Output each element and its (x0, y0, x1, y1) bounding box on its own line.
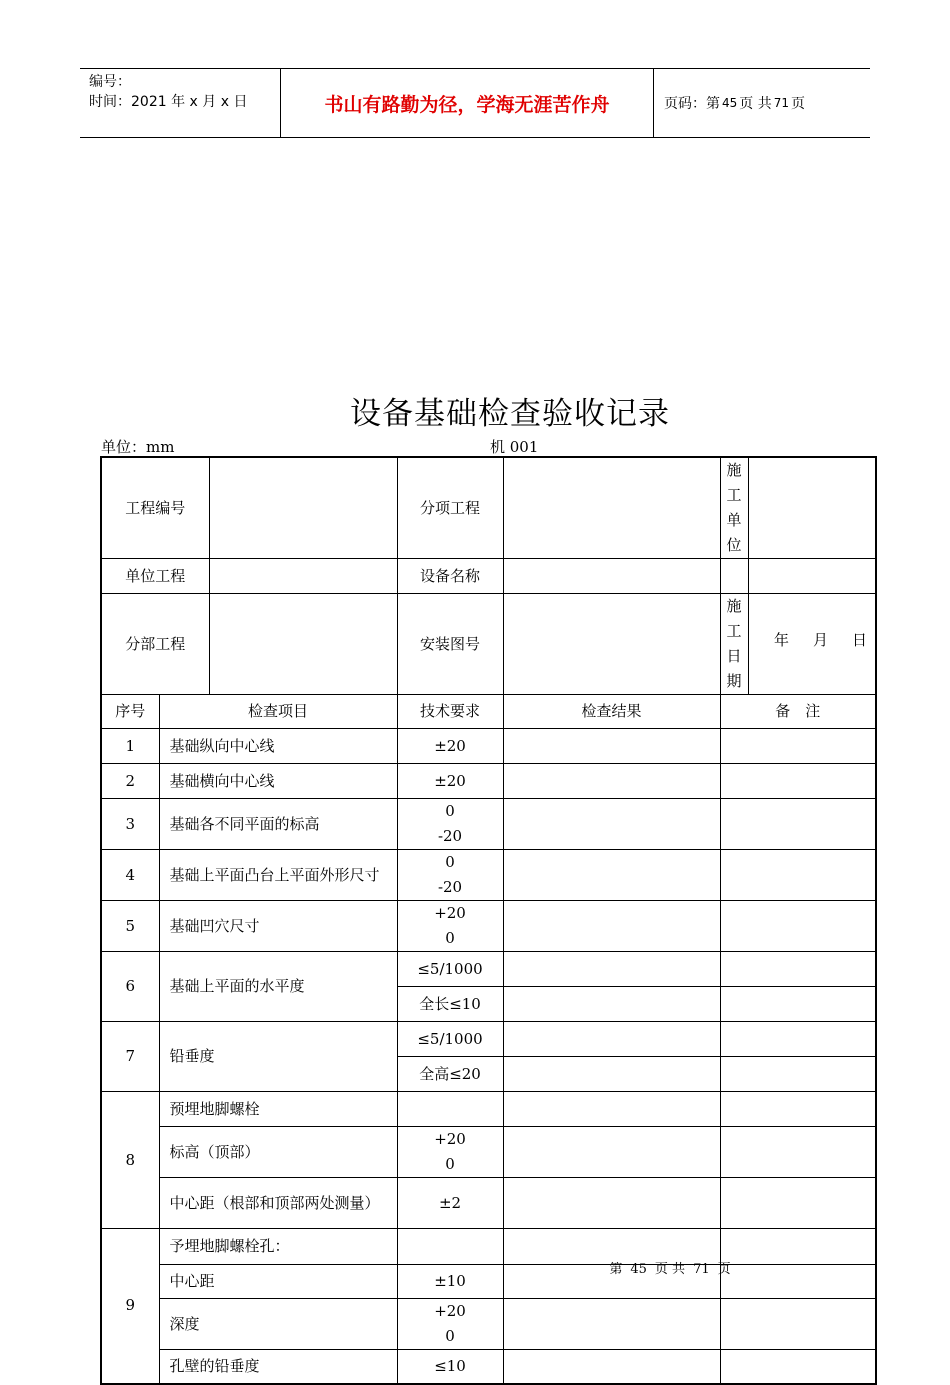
row-no: 2 (101, 764, 159, 799)
page-suffix: 页 (791, 96, 806, 112)
row-requirement (397, 901, 503, 952)
document-number-label: 编号： (89, 74, 131, 90)
col-requirement: 技术要求 (397, 695, 503, 729)
row-result[interactable] (503, 1299, 720, 1350)
row-no: 4 (101, 850, 159, 901)
row-item: 铅垂度 (159, 1022, 397, 1092)
date-day: 日 (852, 631, 868, 649)
row-no: 5 (101, 901, 159, 952)
document-title: 设备基础检查验收记录 (350, 396, 670, 432)
col-result: 检查结果 (503, 695, 720, 729)
col-item: 检查项目 (159, 695, 397, 729)
requirement-line: 0 (445, 929, 455, 947)
table-row (101, 799, 876, 850)
row-requirement: ±2 (397, 1178, 503, 1229)
row-remark[interactable] (720, 1057, 876, 1092)
row-requirement: 全长≤10 (397, 987, 503, 1022)
footer-page-number: 45 (630, 1262, 647, 1277)
row-requirement: ±20 (397, 764, 503, 799)
division-project-value[interactable] (209, 594, 397, 695)
row-result[interactable] (503, 1092, 720, 1127)
row-requirement (397, 1299, 503, 1350)
row-result[interactable] (503, 1022, 720, 1057)
row-requirement (397, 1127, 503, 1178)
row-result[interactable] (503, 729, 720, 764)
row-requirement: ±20 (397, 729, 503, 764)
row-result[interactable] (503, 1178, 720, 1229)
form-code: 机 001 (490, 438, 539, 456)
division-project-label: 分部工程 (101, 594, 209, 695)
construction-unit-label: 施工单位 (720, 457, 748, 559)
row-remark[interactable] (720, 1178, 876, 1229)
table-row (101, 952, 876, 987)
row-requirement (397, 799, 503, 850)
row-result[interactable] (503, 901, 720, 952)
construction-unit-value[interactable] (748, 457, 876, 559)
row-item: 中心距（根部和顶部两处测量） (159, 1178, 397, 1229)
requirement-line: 0 (445, 1155, 455, 1173)
row-remark[interactable] (720, 952, 876, 987)
row-remark[interactable] (720, 729, 876, 764)
document-time: 时间：2021 年 x 月 x 日 (89, 94, 248, 110)
row-result[interactable] (503, 987, 720, 1022)
construction-date-value[interactable] (748, 594, 876, 695)
table-row (101, 1127, 876, 1178)
row-result[interactable] (503, 850, 720, 901)
row-remark[interactable] (720, 1022, 876, 1057)
table-row (101, 1092, 876, 1127)
table-row (101, 901, 876, 952)
row-requirement: 全高≤20 (397, 1057, 503, 1092)
page-prefix: 页码：第 (664, 96, 720, 112)
requirement-line: -20 (437, 878, 463, 896)
inspection-table (100, 456, 877, 1385)
row-result[interactable] (503, 1057, 720, 1092)
table-row (101, 1299, 876, 1350)
date-month: 月 (813, 631, 829, 649)
install-drawing-value[interactable] (503, 594, 720, 695)
row-no: 6 (101, 952, 159, 1022)
page-header (80, 68, 870, 138)
row-item: 基础横向中心线 (159, 764, 397, 799)
column-header-row (101, 695, 876, 729)
empty-cell (720, 559, 748, 594)
equipment-name-value[interactable] (503, 559, 720, 594)
row-remark[interactable] (720, 764, 876, 799)
row-result[interactable] (503, 799, 720, 850)
row-requirement (397, 850, 503, 901)
equipment-name-label: 设备名称 (397, 559, 503, 594)
info-row (101, 594, 876, 695)
row-requirement: ≤10 (397, 1350, 503, 1384)
row-remark[interactable] (720, 1092, 876, 1127)
row-item: 基础纵向中心线 (159, 729, 397, 764)
sub-item-value[interactable] (503, 457, 720, 559)
row-no: 3 (101, 799, 159, 850)
footer-page-total: 71 (693, 1262, 710, 1277)
header-motto: 书山有路勤为径，学海无涯苦作舟 (281, 69, 654, 137)
row-item: 中心距 (159, 1265, 397, 1299)
unit-project-value[interactable] (209, 559, 397, 594)
row-requirement (397, 1092, 503, 1127)
requirement-line: 0 (445, 802, 455, 820)
requirement-line: 0 (445, 853, 455, 871)
row-no: 8 (101, 1092, 159, 1229)
requirement-line: +20 (434, 1130, 466, 1148)
table-row (101, 1022, 876, 1057)
row-remark[interactable] (720, 850, 876, 901)
table-row (101, 764, 876, 799)
row-item: 标高（顶部） (159, 1127, 397, 1178)
header-page-info (654, 69, 870, 137)
row-item: 予埋地脚螺栓孔： (159, 1229, 397, 1265)
row-item: 基础凹穴尺寸 (159, 901, 397, 952)
date-year: 年 (773, 631, 789, 649)
empty-cell (748, 559, 876, 594)
requirement-line: +20 (434, 904, 466, 922)
row-item: 基础各不同平面的标高 (159, 799, 397, 850)
row-remark[interactable] (720, 1299, 876, 1350)
row-item: 基础上平面凸台上平面外形尺寸 (159, 850, 397, 901)
row-remark[interactable] (720, 1127, 876, 1178)
col-remark: 备 注 (720, 695, 876, 729)
requirement-line: -20 (437, 827, 463, 845)
row-no: 9 (101, 1229, 159, 1384)
row-remark[interactable] (720, 901, 876, 952)
row-remark[interactable] (720, 987, 876, 1022)
row-item: 基础上平面的水平度 (159, 952, 397, 1022)
footer-mid: 页 共 (654, 1262, 686, 1277)
row-result[interactable] (503, 764, 720, 799)
page-number: 45 (722, 96, 738, 110)
construction-date-label: 施工日期 (720, 594, 748, 695)
row-remark[interactable] (720, 799, 876, 850)
row-item: 预埋地脚螺栓 (159, 1092, 397, 1127)
unit-project-label: 单位工程 (101, 559, 209, 594)
sub-item-label: 分项工程 (397, 457, 503, 559)
unit-label: 单位：mm (101, 438, 175, 456)
info-row (101, 457, 876, 559)
table-row (101, 1178, 876, 1229)
row-remark[interactable] (720, 1350, 876, 1384)
footer-suffix: 页 (717, 1262, 731, 1277)
requirement-line: +20 (434, 1302, 466, 1320)
row-result[interactable] (503, 1127, 720, 1178)
table-row (101, 1350, 876, 1384)
row-requirement: ≤5/1000 (397, 952, 503, 987)
page-mid: 页 共 (739, 96, 772, 112)
info-row (101, 559, 876, 594)
row-item: 深度 (159, 1299, 397, 1350)
table-row (101, 729, 876, 764)
row-no: 1 (101, 729, 159, 764)
page-total: 71 (773, 96, 790, 110)
row-requirement: ≤5/1000 (397, 1022, 503, 1057)
footer-prefix: 第 (609, 1262, 623, 1277)
row-requirement: ±10 (397, 1265, 503, 1299)
page-footer (0, 1258, 950, 1277)
col-seq: 序号 (101, 695, 159, 729)
header-meta (80, 69, 281, 137)
row-item: 孔壁的铅垂度 (159, 1350, 397, 1384)
install-drawing-label: 安装图号 (397, 594, 503, 695)
table-row (101, 850, 876, 901)
project-no-label: 工程编号 (101, 457, 209, 559)
row-result[interactable] (503, 1350, 720, 1384)
row-result[interactable] (503, 952, 720, 987)
requirement-line: 0 (445, 1327, 455, 1345)
project-no-value[interactable] (209, 457, 397, 559)
row-no: 7 (101, 1022, 159, 1092)
